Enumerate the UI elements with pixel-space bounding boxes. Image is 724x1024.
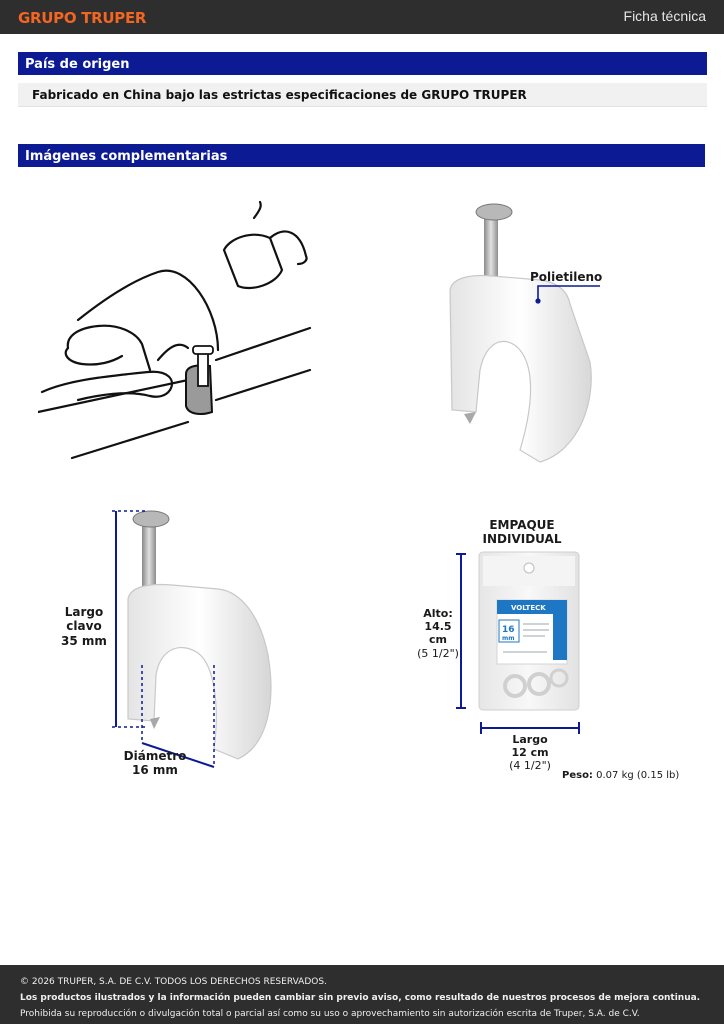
origin-section-header: País de origen [18,52,707,75]
length-label [502,733,558,773]
footer [0,965,724,1024]
pack-size-unit: mm [502,635,515,642]
top-bar [0,0,724,34]
package-illustration [455,548,585,738]
package-title: EMPAQUE INDIVIDUAL [482,518,562,547]
nail-length-title: Largo clavo [64,605,104,634]
clip-material-illustration [440,200,605,468]
height-cm: 14.5 cm [424,620,452,647]
nail-length-label [48,605,120,648]
weight-value: 0.07 kg (0.15 lb) [596,770,680,781]
footer-prohibition: Prohibida su reproducción o divulgación total o parcial así como su uso o aprovechamiento sin autorización escrita de Truper, S.A. de C.V. [20,1009,640,1019]
truper-logo: GRUPO TRUPER [18,9,147,27]
document-type: Ficha técnica [623,8,706,24]
length-title: Largo [512,733,548,746]
weight-title: Peso: [562,770,593,781]
diameter-value: 16 mm [132,763,178,778]
material-label: Polietileno [530,270,603,284]
nail-length-value: 35 mm [61,633,107,648]
installation-illustration [38,200,313,462]
footer-copyright: © 2026 TRUPER, S.A. DE C.V. TODOS LOS DERECHOS RESERVADOS. [20,977,327,987]
pack-brand: VOLTECK [511,604,546,612]
diameter-title: Diámetro [123,749,187,763]
footer-notice: Los productos ilustrados y la información pueden cambiar sin previo aviso, como resultado de nuestros procesos de mejora continua. [20,993,701,1003]
height-in: (5 1/2") [417,646,459,660]
weight-label [562,770,679,782]
height-label [414,607,462,660]
length-in: (4 1/2") [509,759,551,773]
clip-dimensions-illustration [108,505,278,778]
length-cm: 12 cm [511,746,549,760]
images-section-header: Imágenes complementarias [18,144,705,167]
pack-size-number: 16 [502,625,515,635]
origin-text: Fabricado en China bajo las estrictas especificaciones de GRUPO TRUPER [18,83,707,107]
diameter-label [120,749,190,778]
height-title: Alto: [423,607,453,620]
